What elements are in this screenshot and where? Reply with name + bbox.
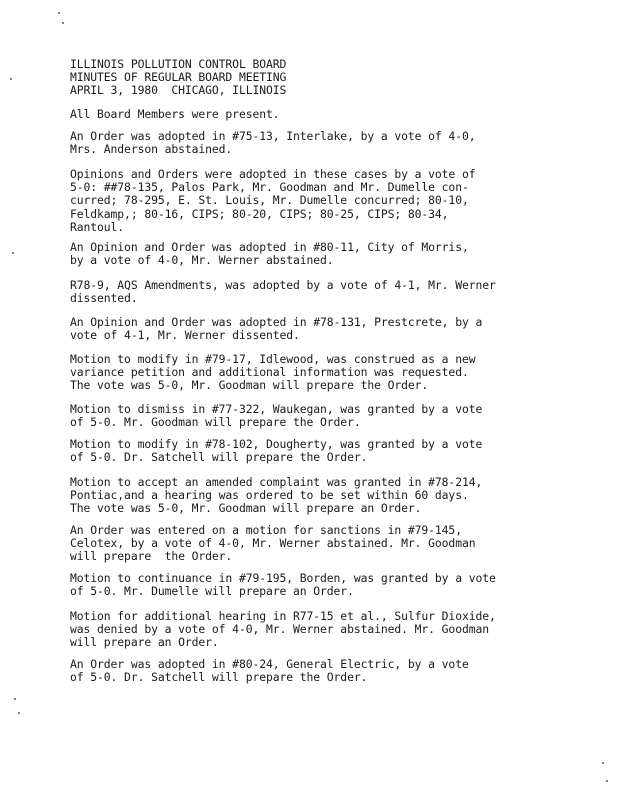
paragraph-line: will prepare the Order.: [70, 549, 233, 564]
paragraph-line: Motion to dismiss in #77-322, Waukegan, was granted by a vote: [70, 402, 483, 416]
paragraph-line: An Order was adopted in #75-13, Interlake, by a vote of 4-0,: [70, 129, 476, 143]
paragraph-line: Celotex, by a vote of 4-0, Mr. Werner abstained. Mr. Goodman: [70, 536, 476, 551]
scan-speck: [58, 12, 60, 14]
paragraph-line: Motion to modify in #79-17, Idlewood, was construed as a new: [70, 352, 476, 366]
paragraph-line: Motion to modify in #78-102, Dougherty, was granted by a vote: [70, 437, 483, 451]
paragraph-line: The vote was 5-0, Mr. Goodman will prepare the Order.: [70, 378, 429, 393]
minutes-paragraph: [70, 476, 482, 516]
scan-speck: [14, 698, 16, 700]
paragraph-line: of 5-0. Dr. Satchell will prepare the Order.: [70, 450, 368, 465]
minutes-paragraph: [70, 353, 475, 393]
paragraph-line: R78-9, AQS Amendments, was adopted by a vote of 4-1, Mr. Werner: [70, 278, 496, 292]
paragraph-line: Motion to accept an amended complaint was granted in #78-214,: [70, 475, 483, 489]
paragraph-line: will prepare an Order.: [70, 635, 219, 650]
minutes-paragraph: [70, 168, 475, 234]
minutes-paragraph: [70, 403, 482, 429]
scan-speck: [602, 762, 604, 764]
paragraph-line: Mrs. Anderson abstained.: [70, 142, 233, 157]
paragraph-line: An Opinion and Order was adopted in #80-11, City of Morris,: [70, 240, 469, 254]
paragraph-line: dissented.: [70, 291, 138, 306]
minutes-paragraph: [70, 658, 469, 684]
scan-speck: [18, 712, 20, 714]
paragraph-line: was denied by a vote of 4-0, Mr. Werner abstained. Mr. Goodman: [70, 622, 489, 637]
paragraph-line: vote of 4-1, Mr. Werner dissented.: [70, 328, 300, 343]
document-header: [70, 58, 286, 97]
minutes-paragraph: [70, 438, 482, 464]
minutes-paragraph: [70, 108, 280, 121]
paragraph-line: An Order was entered on a motion for sanctions in #79-145,: [70, 523, 462, 537]
paragraph-line: Feldkamp,; 80-16, CIPS; 80-20, CIPS; 80-25, CIPS; 80-34,: [70, 206, 449, 221]
paragraph-line: An Opinion and Order was adopted in #78-131, Prestcrete, by a: [70, 315, 483, 329]
minutes-paragraph: [70, 524, 475, 564]
paragraph-line: Motion to continuance in #79-195, Borden, was granted by a vote: [70, 571, 496, 585]
paragraph-line: of 5-0. Dr. Satchell will prepare the Order.: [70, 670, 368, 685]
scan-speck: [10, 78, 12, 80]
scan-speck: [606, 780, 608, 782]
minutes-paragraph: [70, 610, 496, 650]
scan-speck: [12, 252, 14, 254]
paragraph-line: variance petition and additional information was requested.: [70, 365, 469, 380]
paragraph-line: of 5-0. Mr. Goodman will prepare the Order.: [70, 415, 361, 430]
header-date-location: APRIL 3, 1980 CHICAGO, ILLINOIS: [70, 83, 287, 97]
paragraph-line: 5-0: ##78-135, Palos Park, Mr. Goodman and Mr. Dumelle con-: [70, 180, 469, 195]
paragraph-line: An Order was adopted in #80-24, General Electric, by a vote: [70, 657, 469, 671]
paragraph-line: All Board Members were present.: [70, 107, 280, 121]
minutes-paragraph: [70, 572, 496, 598]
paragraph-line: Pontiac,and a hearing was ordered to be set within 60 days.: [70, 488, 469, 503]
paragraph-line: The vote was 5-0, Mr. Goodman will prepare an Order.: [70, 501, 422, 516]
paragraph-line: Motion for additional hearing in R77-15 et al., Sulfur Dioxide,: [70, 609, 496, 623]
minutes-paragraph: [70, 316, 482, 342]
minutes-paragraph: [70, 130, 475, 156]
paragraph-line: by a vote of 4-0, Mr. Werner abstained.: [70, 253, 334, 268]
paragraph-line: of 5-0. Mr. Dumelle will prepare an Order.: [70, 584, 354, 599]
paragraph-line: Opinions and Orders were adopted in these cases by a vote of: [70, 167, 476, 181]
paragraph-line: curred; 78-295, E. St. Louis, Mr. Dumelle concurred; 80-10,: [70, 193, 469, 208]
paragraph-line: Rantoul.: [70, 219, 125, 234]
minutes-paragraph: [70, 241, 469, 267]
header-board-name: ILLINOIS POLLUTION CONTROL BOARD: [70, 57, 287, 71]
scan-speck: [62, 22, 64, 24]
header-meeting-title: MINUTES OF REGULAR BOARD MEETING: [70, 70, 287, 84]
minutes-paragraph: [70, 279, 496, 305]
